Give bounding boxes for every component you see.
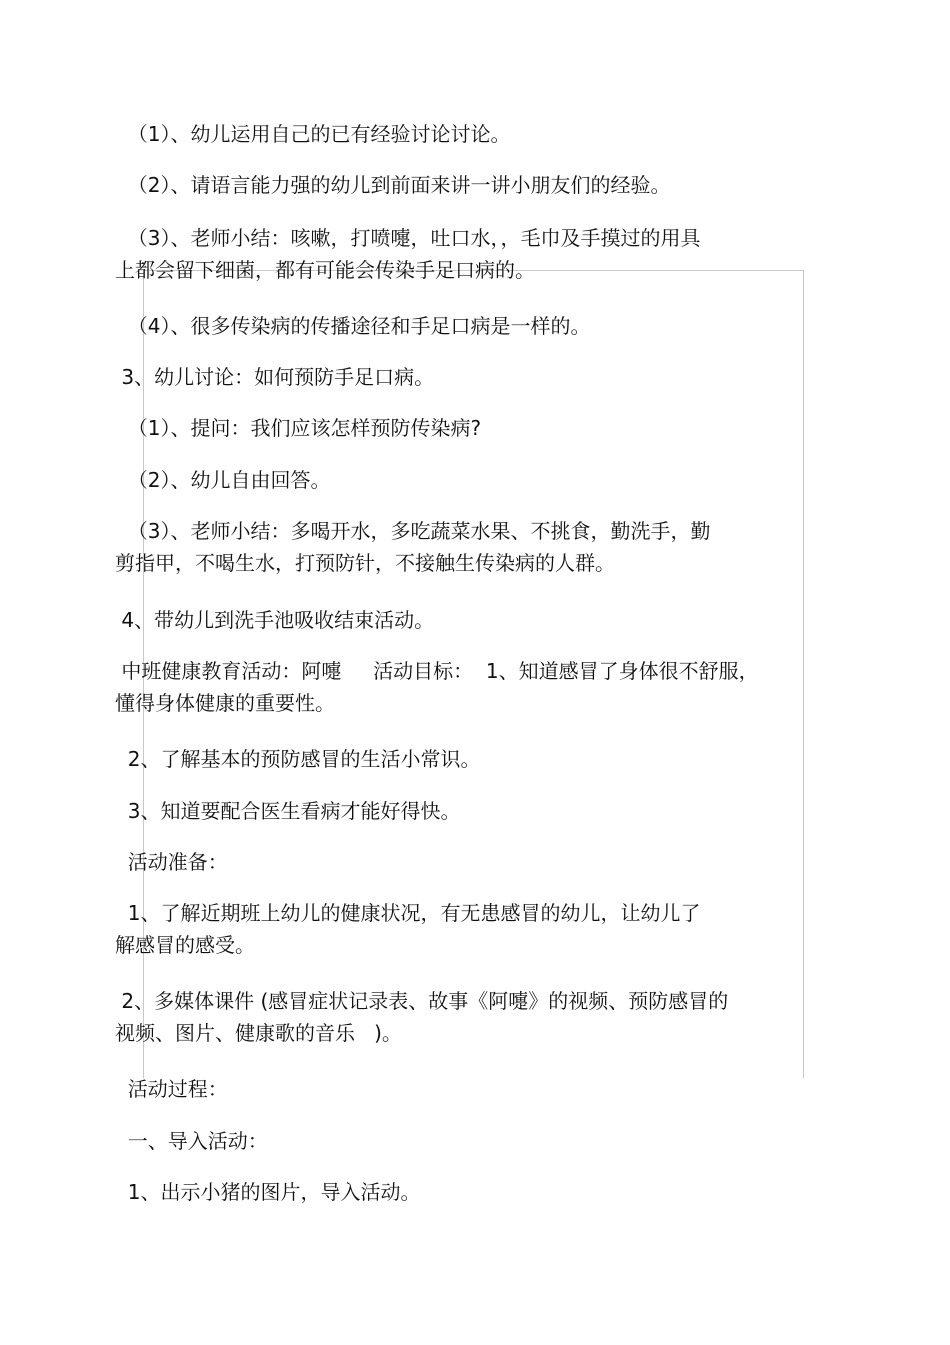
paragraph-15 [115, 985, 815, 1049]
paragraph-18 [115, 1176, 815, 1208]
text-line: （2）、请语言能力强的幼儿到前面来讲一讲小朋友们的经验。 [115, 173, 671, 197]
text-line: （1）、提问：我们应该怎样预防传染病? [115, 416, 482, 440]
text-line: 活动过程： [115, 1077, 228, 1101]
paragraph-6 [115, 412, 815, 444]
paragraph-11 [115, 743, 815, 775]
paragraph-12 [115, 795, 815, 827]
text-line: （3）、老师小结：咳嗽，打喷嚏，吐口水，，毛巾及手摸过的用具 [115, 226, 701, 250]
paragraph-13 [115, 846, 815, 878]
text-line: 4、带幼儿到洗手池吸收结束活动。 [115, 608, 435, 632]
text-line: 1、出示小猪的图片，导入活动。 [115, 1180, 421, 1204]
text-line: 视频、图片、健康歌的音乐 )。 [115, 1021, 402, 1045]
text-line: 一、导入活动： [115, 1129, 268, 1153]
paragraph-9 [115, 604, 815, 636]
text-line: （1）、幼儿运用自己的已有经验讨论讨论。 [115, 122, 511, 146]
text-line: 解感冒的感受。 [115, 933, 255, 957]
paragraph-5 [115, 361, 815, 393]
text-line: 懂得身体健康的重要性。 [115, 691, 335, 715]
paragraph-2 [115, 169, 815, 201]
text-line: 上都会留下细菌，都有可能会传染手足口病的。 [115, 258, 535, 282]
paragraph-17 [115, 1125, 815, 1157]
paragraph-14 [115, 897, 815, 961]
text-line: 2、了解基本的预防感冒的生活小常识。 [115, 747, 481, 771]
text-line: 3、幼儿讨论：如何预防手足口病。 [115, 365, 435, 389]
text-line: 中班健康教育活动：阿嚏 活动目标： 1、知道感冒了身体很不舒服， [115, 659, 759, 683]
text-line: 3、知道要配合医生看病才能好得快。 [115, 799, 461, 823]
paragraph-10 [115, 655, 815, 719]
text-line: （4）、很多传染病的传播途径和手足口病是一样的。 [115, 314, 591, 338]
paragraph-4 [115, 310, 815, 342]
text-line: 活动准备： [115, 850, 228, 874]
paragraph-3 [115, 222, 815, 286]
paragraph-16 [115, 1073, 815, 1105]
text-line: （3）、老师小结：多喝开水，多吃蔬菜水果、不挑食，勤洗手，勤 [115, 519, 711, 543]
paragraph-8 [115, 515, 815, 579]
text-line: 1、了解近期班上幼儿的健康状况，有无患感冒的幼儿，让幼儿了 [115, 901, 701, 925]
text-line: 2、多媒体课件 (感冒症状记录表、故事《阿嚏》的视频、预防感冒的 [115, 989, 729, 1013]
text-line: 剪指甲，不喝生水，打预防针，不接触生传染病的人群。 [115, 551, 615, 575]
paragraph-1 [115, 118, 815, 150]
paragraph-7 [115, 464, 815, 496]
text-line: （2）、幼儿自由回答。 [115, 468, 331, 492]
